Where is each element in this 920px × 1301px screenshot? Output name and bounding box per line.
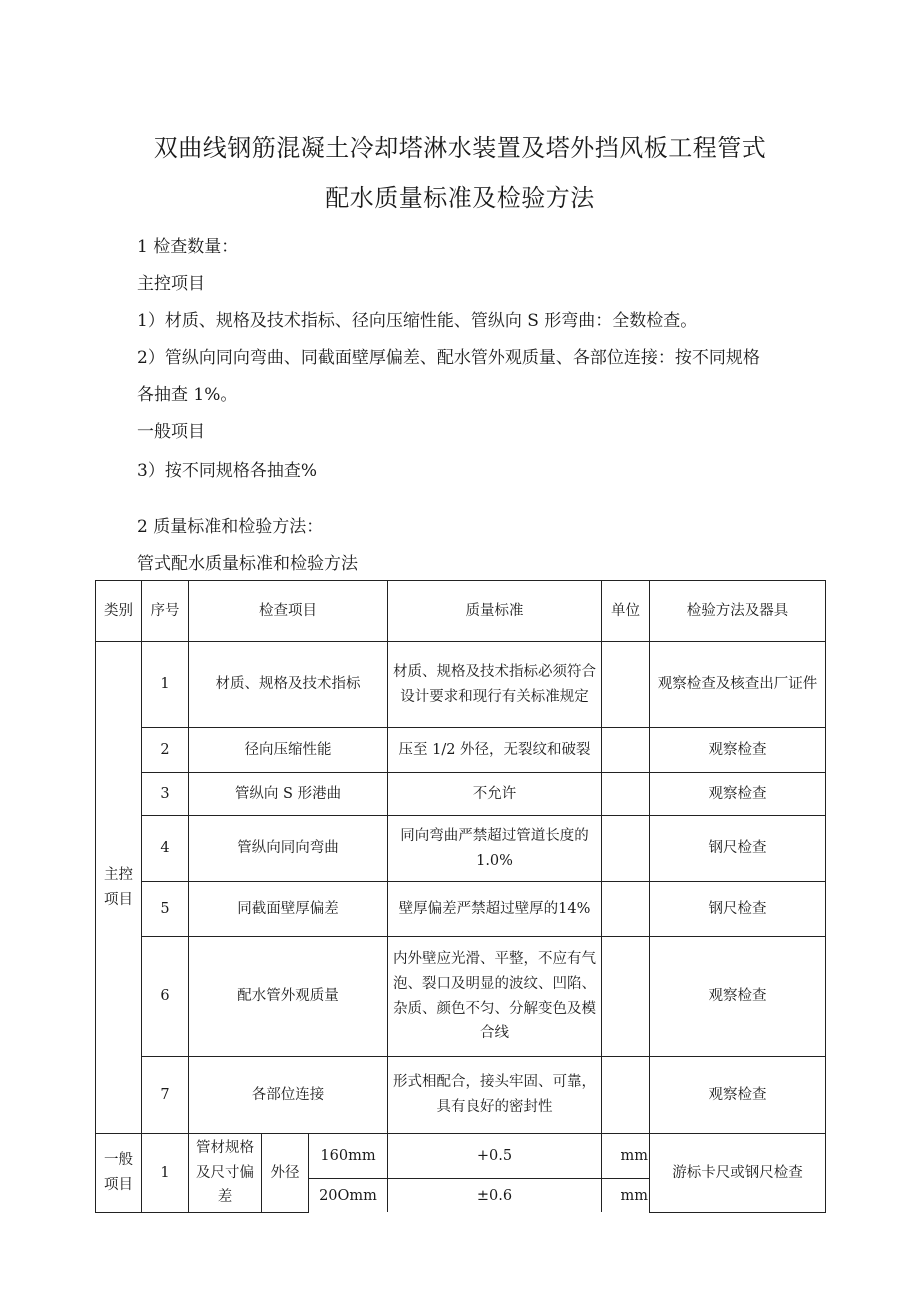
row-number: 1 <box>142 642 189 728</box>
row-unit: mm <box>602 1134 650 1179</box>
row-method: 观察检查 <box>650 937 826 1057</box>
row-check-item: 管纵向同向弯曲 <box>189 816 388 882</box>
row-check-item: 各部位连接 <box>189 1057 388 1134</box>
header-category: 类别 <box>96 581 142 642</box>
row-number: 5 <box>142 882 189 937</box>
document-title-line2: 配水质量标准及检验方法 <box>325 184 595 212</box>
row-method: 游标卡尺或钢尺检查 <box>650 1134 826 1213</box>
row-unit <box>602 882 650 937</box>
header-check-item: 检查项目 <box>189 581 388 642</box>
table-row <box>96 1057 826 1134</box>
row-unit <box>602 816 650 882</box>
row-method: 钢尺检查 <box>650 816 826 882</box>
main-items-heading: 主控项目 <box>137 274 205 294</box>
row-unit <box>602 937 650 1057</box>
row-method: 钢尺检查 <box>650 882 826 937</box>
row-quality-standard: 不允许 <box>388 773 602 816</box>
header-quality-standard: 质量标准 <box>388 581 602 642</box>
row-quality-standard: 内外壁应光滑、平整，不应有气泡、裂口及明显的波纹、凹陷、杂质、颜色不匀、分解变色及模合线 <box>388 937 602 1057</box>
row-method: 观察检查 <box>650 728 826 773</box>
paragraph-item-1: 1）材质、规格及技术指标、径向压缩性能、管纵向 S 形弯曲：全数检查。 <box>137 311 698 331</box>
row-number: 7 <box>142 1057 189 1134</box>
row-quality-standard: 材质、规格及技术指标必须符合设计要求和现行有关标准规定 <box>388 642 602 728</box>
document-title-line1: 双曲线钢筋混凝土冷却塔淋水装置及塔外挡风板工程管式 <box>153 134 767 162</box>
header-number: 序号 <box>142 581 189 642</box>
row-number: 4 <box>142 816 189 882</box>
category-main-items: 主控项目 <box>96 642 142 1134</box>
row-check-item: 管材规格及尺寸偏差 <box>189 1134 262 1213</box>
row-number: 6 <box>142 937 189 1057</box>
table-row <box>96 882 826 937</box>
row-number: 2 <box>142 728 189 773</box>
table-row <box>96 1134 826 1179</box>
row-number: 1 <box>142 1134 189 1213</box>
row-sub-item: 外径 <box>262 1134 309 1213</box>
table-caption: 管式配水质量标准和检验方法 <box>137 554 358 574</box>
header-method: 检验方法及器具 <box>650 581 826 642</box>
table-row <box>96 937 826 1057</box>
row-method: 观察检查 <box>650 1057 826 1134</box>
general-items-heading: 一般项目 <box>137 422 205 442</box>
paragraph-item-3: 3）按不同规格各抽查% <box>137 461 317 481</box>
row-check-item: 管纵向 S 形港曲 <box>189 773 388 816</box>
table-row <box>96 773 826 816</box>
row-quality-standard: 形式相配合，接头牢固、可靠，具有良好的密封性 <box>388 1057 602 1134</box>
row-size: 20Omm <box>309 1179 388 1213</box>
header-unit: 单位 <box>602 581 650 642</box>
table-row <box>96 728 826 773</box>
section-quality-standard: 2 质量标准和检验方法： <box>137 517 324 537</box>
table-header-row <box>96 581 826 642</box>
category-general-items: 一般项目 <box>96 1134 142 1213</box>
row-unit: mm <box>602 1179 650 1213</box>
row-quality-standard: ±0.6 <box>388 1179 602 1213</box>
row-check-item: 同截面壁厚偏差 <box>189 882 388 937</box>
row-check-item: 配水管外观质量 <box>189 937 388 1057</box>
row-check-item: 材质、规格及技术指标 <box>189 642 388 728</box>
row-quality-standard: 壁厚偏差严禁超过壁厚的14% <box>388 882 602 937</box>
row-number: 3 <box>142 773 189 816</box>
row-quality-standard: 同向弯曲严禁超过管道长度的1.0% <box>388 816 602 882</box>
row-check-item: 径向压缩性能 <box>189 728 388 773</box>
row-unit <box>602 773 650 816</box>
paragraph-item-2: 2）管纵向同向弯曲、同截面壁厚偏差、配水管外观质量、各部位连接：按不同规格 <box>137 348 760 368</box>
table-row <box>96 642 826 728</box>
row-unit <box>602 642 650 728</box>
row-method: 观察检查及核查出厂证件 <box>650 642 826 728</box>
row-unit <box>602 1057 650 1134</box>
section-check-quantity: 1 检查数量： <box>137 237 239 257</box>
row-size: 160mm <box>309 1134 388 1179</box>
row-quality-standard: 压至 1/2 外径，无裂纹和破裂 <box>388 728 602 773</box>
quality-standard-table <box>95 580 826 1213</box>
table-row <box>96 816 826 882</box>
row-unit <box>602 728 650 773</box>
paragraph-item-2-cont: 各抽查 1%。 <box>137 385 238 405</box>
row-method: 观察检查 <box>650 773 826 816</box>
row-quality-standard: +0.5 <box>388 1134 602 1179</box>
